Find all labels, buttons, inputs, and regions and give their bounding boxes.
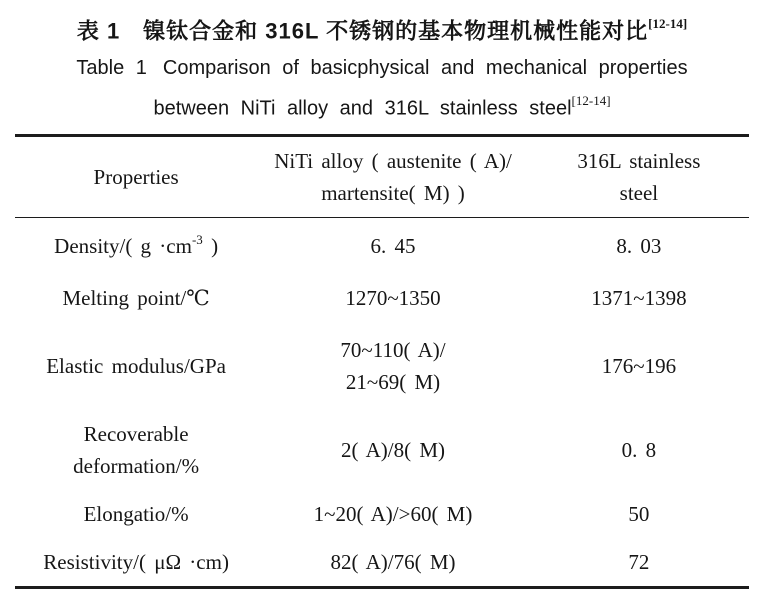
table-row-elongation — [15, 490, 749, 538]
exponent-superscript: -3 — [191, 232, 203, 247]
steel-value-cell — [529, 498, 749, 530]
property-label-elastic-modulus: Elastic modulus/GPa — [46, 354, 226, 378]
header-niti-cell — [257, 145, 529, 209]
steel-value-resistivity: 72 — [628, 550, 650, 574]
steel-value-cell — [529, 350, 749, 382]
steel-value-cell — [529, 546, 749, 578]
property-density-main: Density/( g ·cm — [54, 234, 192, 258]
steel-value-cell — [529, 230, 749, 262]
niti-value-cell — [257, 434, 529, 466]
property-cell — [15, 230, 257, 262]
property-density-tail: ) — [202, 234, 219, 258]
steel-value-density: 8. 03 — [616, 234, 662, 258]
property-label-melting-point: Melting point/℃ — [62, 286, 210, 310]
caption-chinese-text: 表 1 镍钛合金和 316L 不锈钢的基本物理机械性能对比 — [76, 18, 649, 44]
steel-value-elastic: 176~196 — [601, 354, 677, 378]
steel-value-elongation: 50 — [628, 502, 650, 526]
niti-value-recoverable: 2( A)/8( M) — [341, 438, 445, 462]
property-cell — [15, 546, 257, 578]
niti-value-cell — [257, 334, 529, 398]
steel-value-recoverable: 0. 8 — [621, 438, 657, 462]
property-label-recoverable-line2: deformation/% — [73, 454, 200, 478]
table-row-elastic-modulus — [15, 322, 749, 410]
property-label-recoverable-line1: Recoverable — [83, 422, 189, 446]
table-row-recoverable-deformation — [15, 410, 749, 490]
niti-value-cell — [257, 230, 529, 262]
property-cell — [15, 350, 257, 382]
citation-superscript-cn: [12-14] — [648, 16, 688, 31]
header-properties-cell — [15, 161, 257, 193]
table-header-row — [15, 137, 749, 218]
property-cell — [15, 282, 257, 314]
comparison-table — [15, 134, 749, 589]
steel-value-cell — [529, 282, 749, 314]
niti-value-elongation: 1~20( A)/>60( M) — [313, 502, 473, 526]
table-row-melting-point — [15, 274, 749, 322]
header-niti-line2: martensite( M) ) — [321, 181, 465, 205]
header-steel-cell — [529, 145, 749, 209]
steel-value-melting-point: 1371~1398 — [591, 286, 687, 310]
table-caption-chinese — [0, 0, 764, 46]
steel-value-cell — [529, 434, 749, 466]
table-row-resistivity — [15, 538, 749, 586]
property-cell — [15, 498, 257, 530]
niti-value-cell — [257, 546, 529, 578]
niti-value-cell — [257, 498, 529, 530]
niti-value-resistivity: 82( A)/76( M) — [330, 550, 456, 574]
table-caption-english-line1 — [0, 55, 764, 81]
property-label-elongation: Elongatio/% — [83, 502, 189, 526]
caption-english-table-label: Table 1 — [76, 57, 147, 80]
niti-value-cell — [257, 282, 529, 314]
property-cell — [15, 418, 257, 482]
table-row-density — [15, 218, 749, 274]
header-niti-line1: NiTi alloy ( austenite ( A)/ — [274, 149, 512, 173]
niti-value-melting-point: 1270~1350 — [345, 286, 441, 310]
caption-english-text-line1: Comparison of basicphysical and mechanical properties — [162, 57, 688, 80]
header-properties-label: Properties — [93, 165, 179, 189]
niti-value-elastic-line2: 21~69( M) — [345, 370, 441, 394]
header-steel-line2: steel — [619, 181, 659, 205]
property-label-density — [54, 230, 218, 262]
niti-value-density: 6. 45 — [370, 234, 416, 258]
header-steel-line1: 316L stainless — [577, 149, 701, 173]
caption-english-text-line2: between NiTi alloy and 316L stainless steel — [153, 97, 572, 120]
property-label-resistivity: Resistivity/( μΩ ·cm) — [43, 550, 229, 574]
table-caption-english-line2 — [0, 90, 764, 122]
niti-value-elastic-line1: 70~110( A)/ — [340, 338, 446, 362]
citation-superscript-en: [12-14] — [571, 93, 611, 109]
